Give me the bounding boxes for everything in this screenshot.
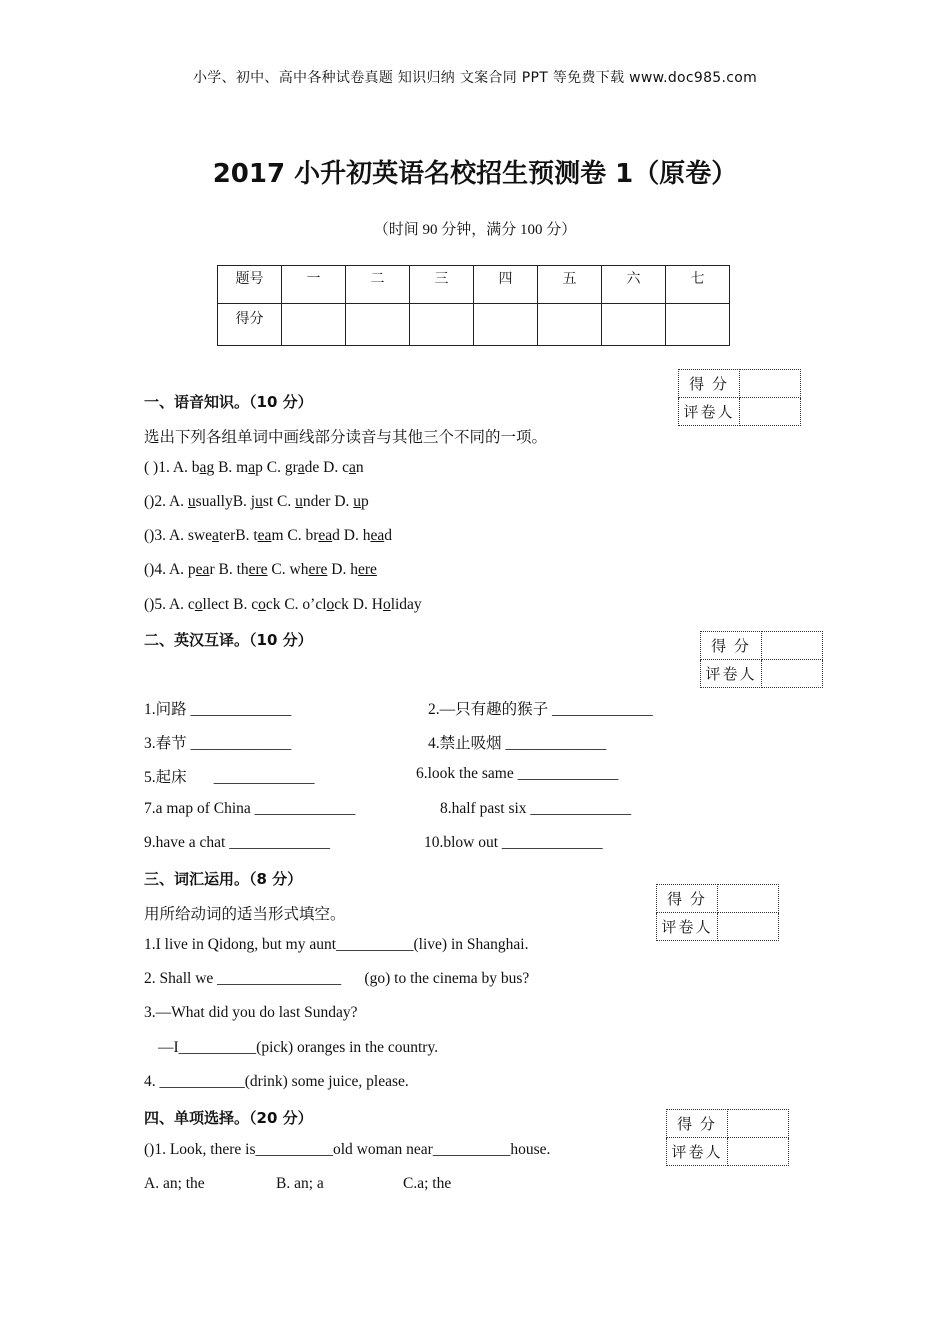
section1-question-1 <box>144 459 364 477</box>
section2-item-9: 9.have a chat _____________ <box>144 834 330 851</box>
q-text: C. wh <box>267 561 309 578</box>
score-table-cell: 题号 <box>218 266 282 304</box>
score-table-cell: 四 <box>474 266 538 304</box>
page-title: 2017 小升初英语名校招生预测卷 1（原卷） <box>212 159 738 189</box>
q-text: g B. m <box>206 459 249 476</box>
q-underlined: o <box>258 596 266 613</box>
q-text: ()3. A. swe <box>144 527 213 544</box>
score-table-blank-cell <box>474 304 538 346</box>
q-underlined: o <box>326 596 335 613</box>
section3-item-3-answer: —I__________(pick) oranges in the country. <box>158 1039 439 1056</box>
grader-name-label: 评卷人 <box>679 398 740 426</box>
q-text: terB. t <box>218 527 258 544</box>
q-underlined: u <box>255 493 263 510</box>
q-text: d D. h <box>332 527 371 544</box>
grader-box <box>678 369 801 426</box>
q-underlined: ea <box>370 527 385 544</box>
q-text: d <box>384 527 392 544</box>
grader-name-label: 评卷人 <box>701 660 762 688</box>
q-underlined: ere <box>308 561 328 578</box>
section3-item-4: 4. ___________(drink) some juice, please. <box>144 1073 409 1090</box>
section3-instruction: 用所给动词的适当形式填空。 <box>144 906 346 923</box>
q-underlined: ea <box>195 561 210 578</box>
grader-box <box>656 884 779 941</box>
score-table-cell: 五 <box>538 266 602 304</box>
score-table-score-row <box>218 304 730 346</box>
q-text: ()5. A. c <box>144 596 195 613</box>
q-underlined: a <box>297 459 305 476</box>
section4-option-b: B. an; a <box>276 1175 324 1192</box>
section4-question-1: ()1. Look, there is__________old woman near__________house. <box>144 1141 551 1158</box>
section2-item-7: 7.a map of China _____________ <box>144 800 356 817</box>
grader-score-label: 得 分 <box>667 1110 728 1138</box>
q-text: p <box>361 493 369 510</box>
section2-item-1: 1.问路 _____________ <box>144 701 292 718</box>
q-text: r B. th <box>209 561 249 578</box>
q-underlined: u <box>187 493 196 510</box>
section2-item-3: 3.春节 _____________ <box>144 735 292 752</box>
section4-option-a: A. an; the <box>144 1175 205 1192</box>
grader-box <box>666 1109 789 1166</box>
grader-score-label: 得 分 <box>701 632 762 660</box>
q-text: n <box>355 459 364 476</box>
section2-item-4: 4.禁止吸烟 _____________ <box>428 735 607 752</box>
section4-option-c: C.a; the <box>403 1175 452 1192</box>
q-text: m C. br <box>271 527 319 544</box>
score-table-blank-cell <box>666 304 730 346</box>
q-underlined: ere <box>357 561 377 578</box>
q-text: ()2. A. <box>144 493 188 510</box>
section2-heading: 二、英汉互译。（10 分） <box>144 631 313 649</box>
section3-item-3: 3.—What did you do last Sunday? <box>144 1004 358 1021</box>
grader-score-cell <box>762 632 823 660</box>
q-underlined: a <box>248 459 256 476</box>
q-text: ( )1. A. b <box>144 459 200 476</box>
q-text: nder D. <box>302 493 354 510</box>
grader-score-label: 得 分 <box>679 370 740 398</box>
section2-item-2: 2.—只有趣的猴子 _____________ <box>428 701 653 718</box>
score-table-header-row <box>218 266 730 304</box>
q-text: llect B. c <box>202 596 259 613</box>
q-text: ck C. o’cl <box>265 596 327 613</box>
q-underlined: ea <box>318 527 333 544</box>
grader-score-cell <box>728 1110 789 1138</box>
q-underlined: o <box>382 596 391 613</box>
q-underlined: o <box>194 596 203 613</box>
section1-question-5 <box>144 596 422 614</box>
grader-name-cell <box>762 660 823 688</box>
section2-item-8: 8.half past six _____________ <box>440 800 632 817</box>
q-underlined: u <box>295 493 303 510</box>
q-underlined: a <box>212 527 219 544</box>
score-table-blank-cell <box>538 304 602 346</box>
score-table-cell: 三 <box>410 266 474 304</box>
grader-name-label: 评卷人 <box>667 1138 728 1166</box>
score-table-blank-cell <box>346 304 410 346</box>
q-text: suallyB. j <box>195 493 256 510</box>
score-table-cell: 七 <box>666 266 730 304</box>
section1-heading: 一、语音知识。（10 分） <box>144 393 313 411</box>
score-table-cell: 得分 <box>218 304 282 346</box>
section3-heading: 三、词汇运用。（8 分） <box>144 870 303 888</box>
page-header: 小学、初中、高中各种试卷真题 知识归纳 文案合同 PPT 等免费下载 www.doc985.com <box>192 70 758 86</box>
section1-question-3 <box>144 527 392 545</box>
section2-item-5: 5.起床 _____________ <box>144 769 315 786</box>
grader-name-cell <box>718 913 779 941</box>
grader-box <box>700 631 823 688</box>
score-table-cell: 二 <box>346 266 410 304</box>
q-text: ck D. H <box>334 596 383 613</box>
score-table-blank-cell <box>410 304 474 346</box>
section1-instruction: 选出下列各组单词中画线部分读音与其他三个不同的一项。 <box>144 429 548 446</box>
q-text: de D. c <box>304 459 349 476</box>
grader-score-cell <box>740 370 801 398</box>
page-subtitle: （时间 90 分钟，满分 100 分） <box>373 222 577 238</box>
grader-name-cell <box>728 1138 789 1166</box>
q-text: st C. <box>262 493 296 510</box>
q-text: liday <box>390 596 422 613</box>
q-underlined: a <box>199 459 207 476</box>
score-table-cell: 六 <box>602 266 666 304</box>
section1-question-2 <box>144 493 369 511</box>
section3-item-2: 2. Shall we ________________ (go) to the cinema by bus? <box>144 970 530 987</box>
q-underlined: ea <box>257 527 272 544</box>
grader-name-cell <box>740 398 801 426</box>
q-underlined: a <box>348 459 356 476</box>
grader-score-label: 得 分 <box>657 885 718 913</box>
q-underlined: u <box>353 493 362 510</box>
section2-item-6: 6.look the same _____________ <box>416 765 619 782</box>
section3-item-1: 1.I live in Qidong, but my aunt__________(live) in Shanghai. <box>144 936 529 953</box>
score-table-blank-cell <box>602 304 666 346</box>
q-text: p C. gr <box>255 459 298 476</box>
grader-score-cell <box>718 885 779 913</box>
q-text: ()4. A. p <box>144 561 196 578</box>
grader-name-label: 评卷人 <box>657 913 718 941</box>
score-table-blank-cell <box>282 304 346 346</box>
score-table-cell: 一 <box>282 266 346 304</box>
q-underlined: ere <box>248 561 268 578</box>
q-text: D. h <box>327 561 358 578</box>
section1-question-4 <box>144 561 377 579</box>
section2-item-10: 10.blow out _____________ <box>424 834 603 851</box>
section4-heading: 四、单项选择。（20 分） <box>144 1109 313 1127</box>
score-table <box>217 265 730 346</box>
